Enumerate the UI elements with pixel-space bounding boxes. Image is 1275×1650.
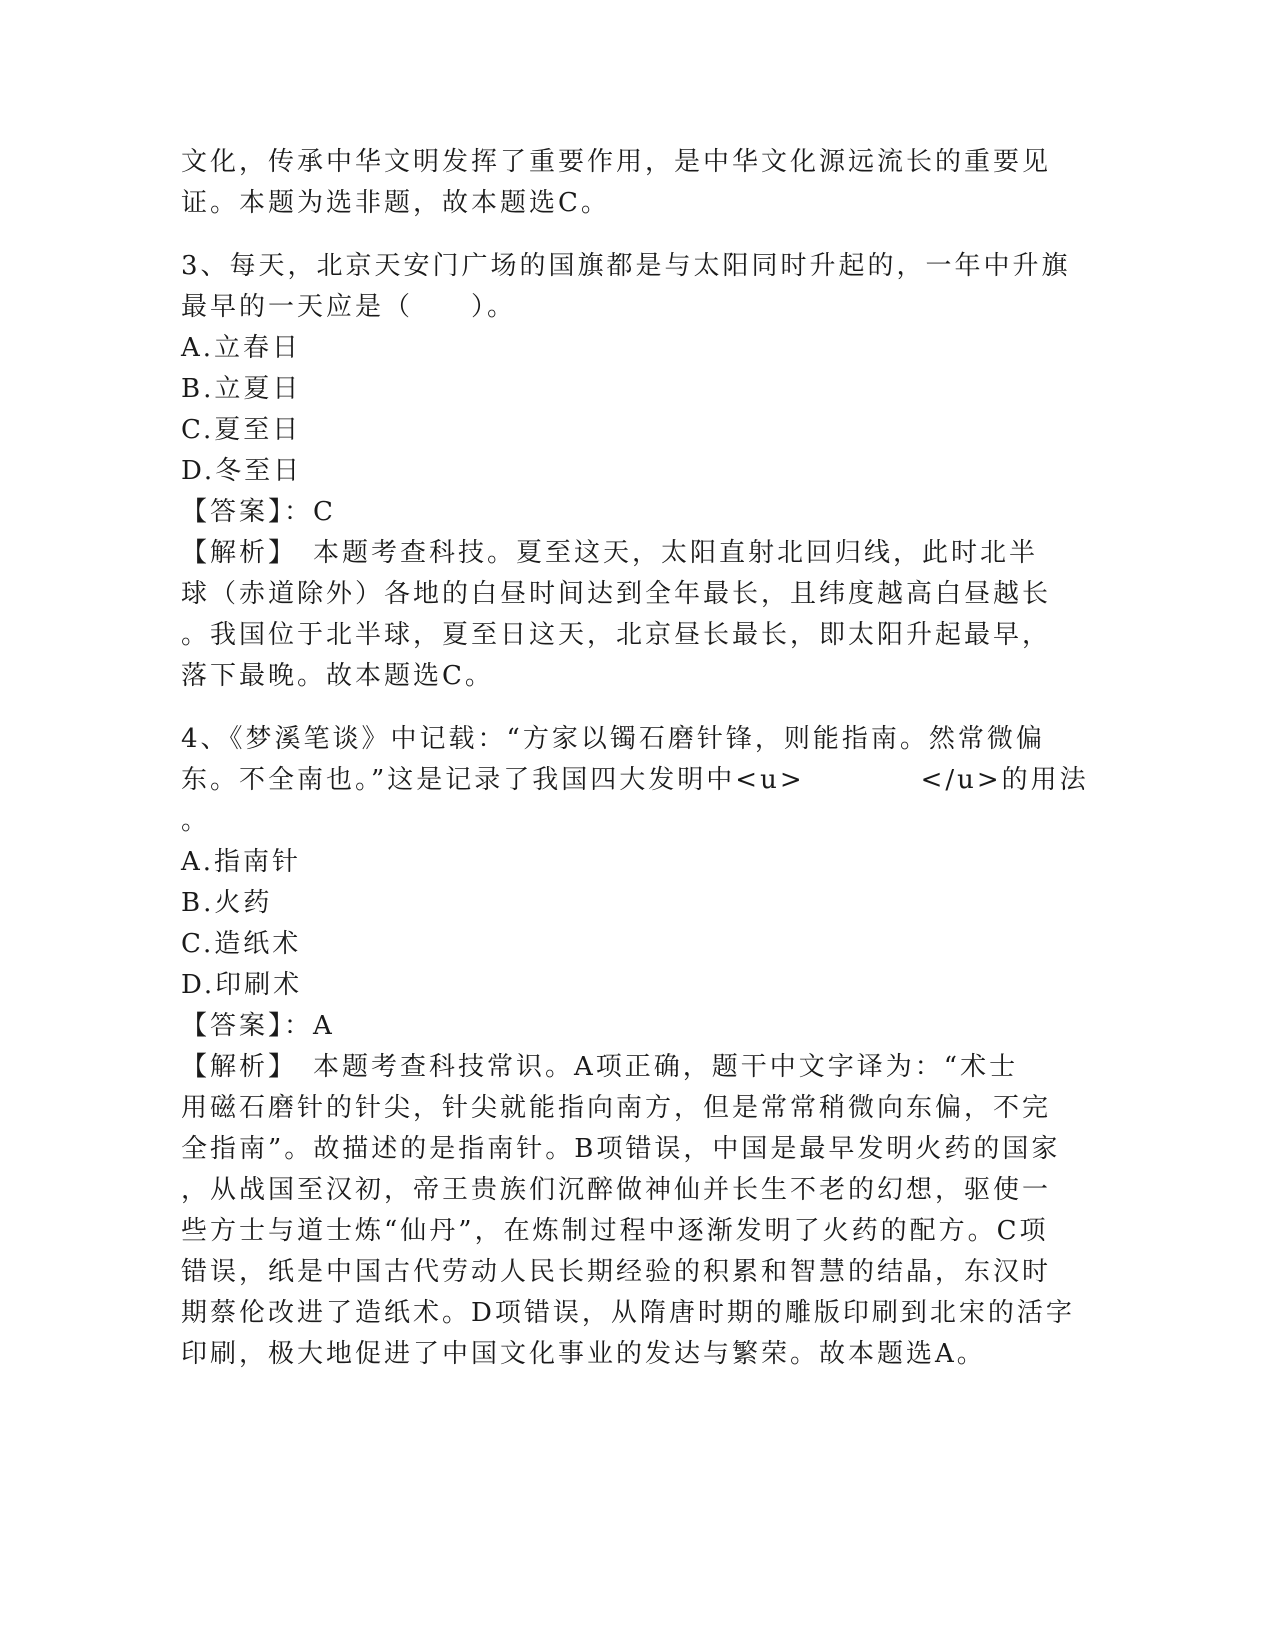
answer-line: 【答案】：A bbox=[181, 1011, 335, 1041]
question-stem-line: 东。不全南也。”这是记录了我国四大发明中<u> </u>的用法 bbox=[181, 765, 1089, 795]
question-stem-line: 。 bbox=[181, 806, 211, 836]
analysis-line: 错误，纸是中国古代劳动人民长期经验的积累和智慧的结晶，东汉时 bbox=[181, 1257, 1052, 1287]
option-d: D.印刷术 bbox=[181, 970, 303, 1000]
analysis-line: 期蔡伦改进了造纸术。D项错误，从隋唐时期的雕版印刷到北宋的活字 bbox=[181, 1298, 1075, 1328]
analysis-line: 全指南”。故描述的是指南针。B项错误，中国是最早发明火药的国家 bbox=[181, 1134, 1061, 1164]
option-a: A.指南针 bbox=[181, 847, 302, 877]
analysis-line: 用磁石磨针的针尖，针尖就能指向南方，但是常常稍微向东偏，不完 bbox=[181, 1093, 1052, 1123]
analysis-line: 【解析】 本题考查科技常识。A项正确，题干中文字译为：“术士 bbox=[181, 1052, 1019, 1082]
analysis-line: 些方士与道士炼“仙丹”，在炼制过程中逐渐发明了火药的配方。C项 bbox=[181, 1216, 1049, 1246]
option-c: C.造纸术 bbox=[181, 929, 302, 959]
option-a: A.立春日 bbox=[181, 333, 302, 363]
question-stem-line: 3、每天，北京天安门广场的国旗都是与太阳同时升起的，一年中升旗 bbox=[181, 251, 1071, 281]
text-line: 文化，传承中华文明发挥了重要作用，是中华文化源远流长的重要见 bbox=[181, 147, 1052, 177]
option-c: C.夏至日 bbox=[181, 415, 302, 445]
analysis-line: ，从战国至汉初，帝王贵族们沉醉做神仙并长生不老的幻想，驱使一 bbox=[181, 1175, 1052, 1205]
analysis-line: 【解析】 本题考查科技。夏至这天，太阳直射北回归线，此时北半 bbox=[181, 538, 1039, 568]
question-3 bbox=[181, 246, 1071, 697]
analysis-line: 印刷，极大地促进了中国文化事业的发达与繁荣。故本题选A。 bbox=[181, 1339, 986, 1369]
option-b: B.火药 bbox=[181, 888, 273, 918]
analysis-line: 球（赤道除外）各地的白昼时间达到全年最长，且纬度越高白昼越长 bbox=[181, 579, 1052, 609]
question-4 bbox=[181, 719, 1089, 1375]
question-stem-line: 最早的一天应是（ ）。 bbox=[181, 292, 517, 322]
document-page bbox=[181, 142, 1089, 1375]
question-stem-line: 4、《梦溪笔谈》中记载：“方家以镯石磨针锋，则能指南。然常微偏 bbox=[181, 724, 1045, 754]
option-d: D.冬至日 bbox=[181, 456, 303, 486]
previous-analysis-continuation bbox=[181, 142, 1052, 224]
analysis-line: 。我国位于北半球，夏至日这天，北京昼长最长，即太阳升起最早， bbox=[181, 620, 1052, 650]
text-line: 证。本题为选非题，故本题选C。 bbox=[181, 188, 610, 218]
answer-line: 【答案】：C bbox=[181, 497, 336, 527]
analysis-line: 落下最晚。故本题选C。 bbox=[181, 661, 494, 691]
option-b: B.立夏日 bbox=[181, 374, 302, 404]
